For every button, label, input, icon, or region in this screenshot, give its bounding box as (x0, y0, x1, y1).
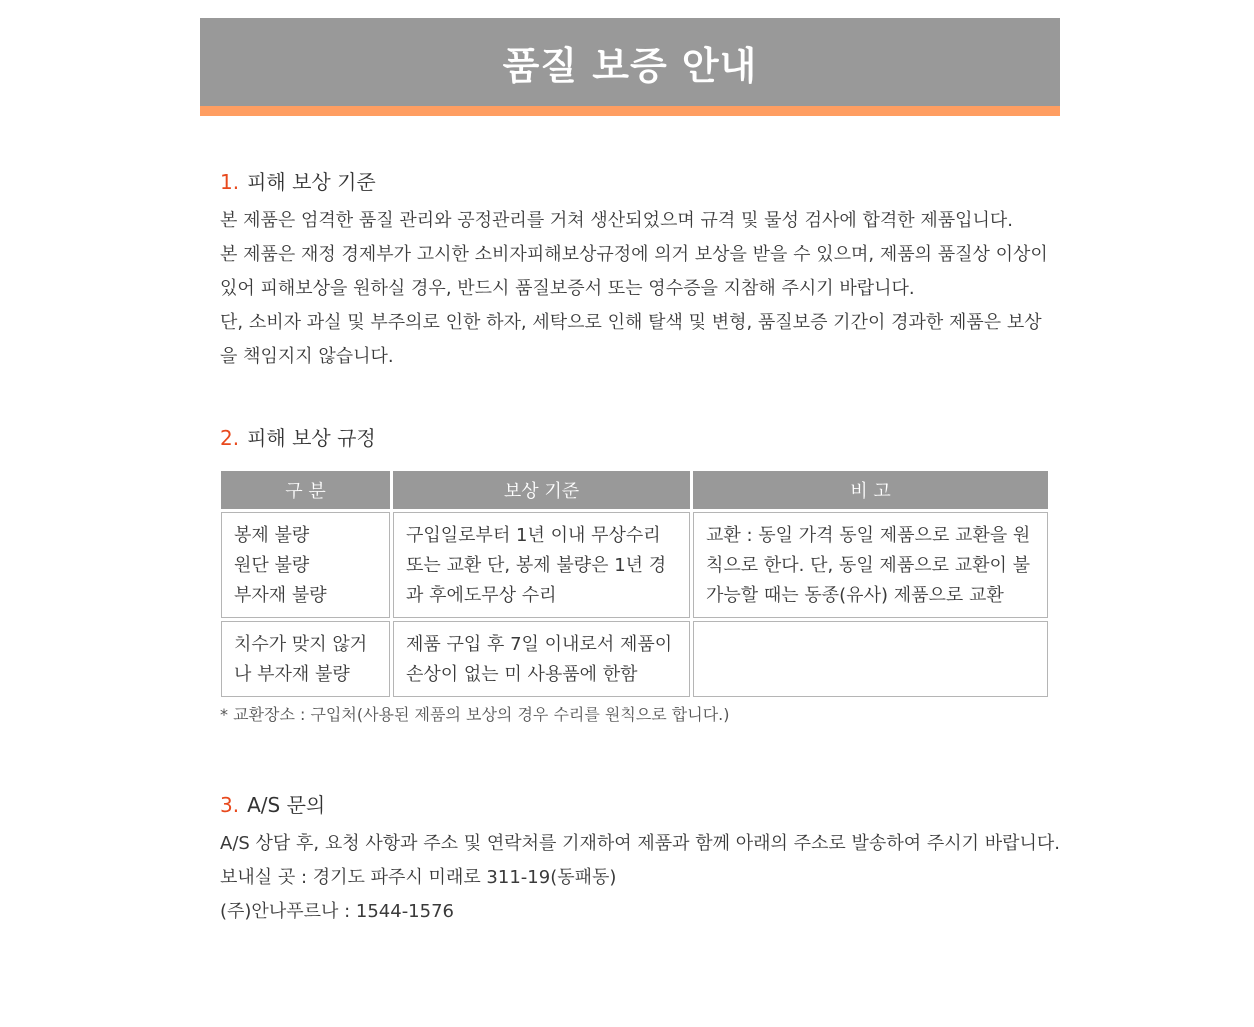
section-3-body (220, 827, 1060, 929)
section-1-line: 본 제품은 엄격한 품질 관리와 공정관리를 거쳐 생산되었으며 규격 및 물성 검사에 합격한 제품입니다. (220, 210, 1014, 231)
section-3-heading (220, 789, 325, 818)
table-cell-category: 봉제 불량 원단 불량 부자재 불량 (221, 512, 390, 618)
page-title: 품질 보증 안내 (502, 43, 758, 88)
section-2-number: 2. (220, 426, 240, 450)
table-cell-remark: 교환 : 동일 가격 동일 제품으로 교환을 원 칙으로 한다. 단, 동일 제품으로 교환이 불 가능할 때는 동종(유사) 제품으로 교환 (693, 512, 1048, 618)
table-cell-remark-empty (693, 621, 1048, 697)
section-3-title: A/S 문의 (247, 793, 326, 817)
table-row (221, 512, 1048, 618)
exchange-location-note: * 교환장소 : 구입처(사용된 제품의 보상의 경우 수리를 원칙으로 합니다.) (220, 705, 730, 724)
section-1-line: 단, 소비자 과실 및 부주의로 인한 하자, 세탁으로 인해 탈색 및 변형, 품질보증 기간이 경과한 제품은 보상 (220, 312, 1042, 333)
section-1-line: 있어 피해보상을 원하실 경우, 반드시 품질보증서 또는 영수증을 지참해 주시기 바랍니다. (220, 278, 915, 299)
section-1-line: 을 책임지지 않습니다. (220, 346, 394, 367)
table-cell-category: 치수가 맞지 않거 나 부자재 불량 (221, 621, 390, 697)
section-1-body (220, 204, 1050, 374)
section-1-line: 본 제품은 재정 경제부가 고시한 소비자피해보상규정에 의거 보상을 받을 수 있으며, 제품의 품질상 이상이 (220, 244, 1048, 265)
header-banner (200, 18, 1060, 106)
company-phone: (주)안나푸르나 : 1544-1576 (220, 901, 454, 922)
section-1-number: 1. (220, 170, 240, 194)
table-cell-standard: 제품 구입 후 7일 이내로서 제품이 손상이 없는 미 사용품에 한함 (393, 621, 690, 697)
section-1-title: 피해 보상 기준 (247, 170, 376, 194)
table-row (221, 621, 1048, 697)
header-accent-stripe (200, 106, 1060, 116)
table-header-standard: 보상 기준 (393, 471, 690, 509)
section-1-heading (220, 166, 376, 195)
as-instructions: A/S 상담 후, 요청 사항과 주소 및 연락처를 기재하여 제품과 함께 아래의 주소로 발송하여 주시기 바랍니다. (220, 833, 1060, 854)
compensation-table (218, 468, 1051, 700)
table-header-remark: 비 고 (693, 471, 1048, 509)
table-header-category: 구 분 (221, 471, 390, 509)
section-2-title: 피해 보상 규정 (247, 426, 376, 450)
table-cell-standard: 구입일로부터 1년 이내 무상수리 또는 교환 단, 봉제 불량은 1년 경 과 후에도무상 수리 (393, 512, 690, 618)
table-header-row (221, 471, 1048, 509)
shipping-address: 보내실 곳 : 경기도 파주시 미래로 311-19(동패동) (220, 867, 617, 888)
section-3-number: 3. (220, 793, 240, 817)
section-2-heading (220, 422, 376, 451)
